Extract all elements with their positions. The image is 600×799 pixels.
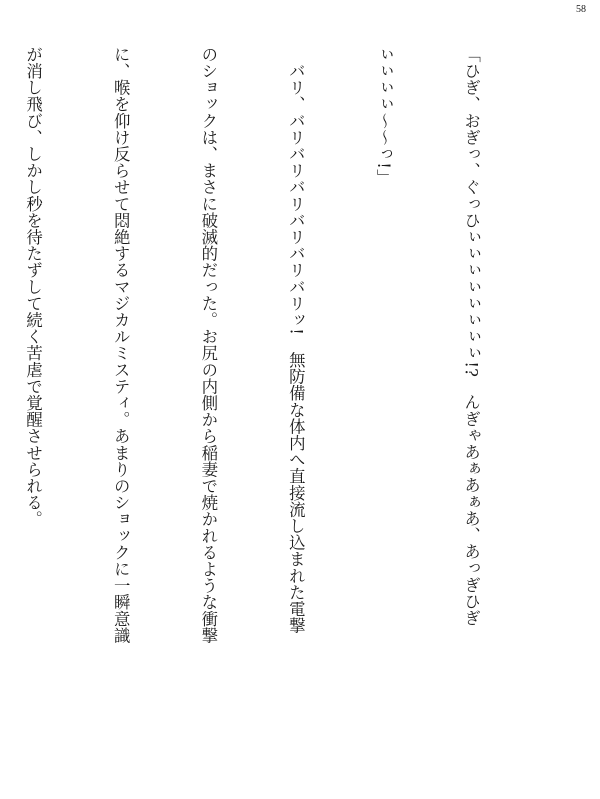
text-line: ぃぃぃぃ〜〜っ!」 (373, 46, 393, 186)
page-number: 58 (576, 4, 586, 15)
vertical-text-body (23, 46, 544, 746)
text-line: に、喉を仰け反らせて悶絶するマジカルミスティ。あまりのショックに一瞬意識 (111, 46, 131, 644)
text-line: のショックは、まさに破滅的だった。お尻の内側から稲妻で焼かれるような衝撃 (198, 46, 218, 644)
text-line: バリ、バリバリバリバリバリバリッ! 無防備な体内へ直接流し込まれた電撃 (286, 46, 306, 634)
text-line: 「ひぎ、おぎっ、ぐっひぃぃぃぃぃぃぃぃ!? んぎゃあぁあぁあ、あっぎひぎ (461, 46, 481, 627)
text-line: が消し飛び、しかし秒を待たずして続く苦虐で覚醒させられる。 (23, 46, 43, 528)
